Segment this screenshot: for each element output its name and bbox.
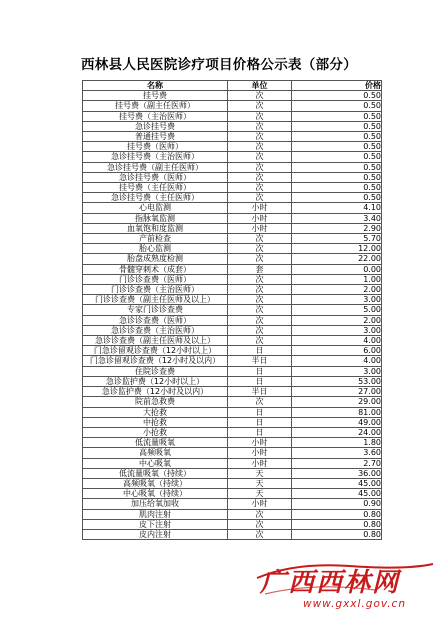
table-row [83, 274, 382, 284]
item-name: 中心吸氧（持续） [83, 489, 228, 499]
item-unit: 小时 [228, 223, 292, 233]
item-price: 29.00 [292, 397, 382, 407]
item-unit: 次 [228, 121, 292, 131]
item-price: 2.00 [292, 315, 382, 325]
item-unit: 日 [228, 407, 292, 417]
item-unit: 小时 [228, 213, 292, 223]
table-row [83, 529, 382, 539]
table-row [83, 254, 382, 264]
item-name: 门诊诊查费（主治医师） [83, 285, 228, 295]
watermark-logo-text: 广西西林网 [260, 568, 401, 598]
item-unit: 次 [228, 254, 292, 264]
item-name: 血氧饱和度监测 [83, 223, 228, 233]
item-name: 加压给氧加收 [83, 499, 228, 509]
table-row [83, 458, 382, 468]
item-unit: 次 [228, 274, 292, 284]
item-name: 小抢救 [83, 427, 228, 437]
item-price: 0.50 [292, 193, 382, 203]
table-row [83, 438, 382, 448]
item-price: 12.00 [292, 244, 382, 254]
table-row [83, 325, 382, 335]
table-row [83, 509, 382, 519]
item-unit: 次 [228, 162, 292, 172]
table-row [83, 142, 382, 152]
item-unit: 次 [228, 183, 292, 193]
item-price: 5.00 [292, 305, 382, 315]
item-name: 骨髓穿刺术（成套） [83, 264, 228, 274]
item-unit: 次 [228, 234, 292, 244]
item-unit: 半日 [228, 387, 292, 397]
table-row [83, 162, 382, 172]
item-unit: 半日 [228, 356, 292, 366]
item-price: 0.50 [292, 91, 382, 101]
item-unit: 次 [228, 101, 292, 111]
table-row [83, 121, 382, 131]
item-price: 45.00 [292, 478, 382, 488]
item-name: 皮下注射 [83, 519, 228, 529]
item-unit: 小时 [228, 203, 292, 213]
item-name: 低流量吸氧 [83, 438, 228, 448]
item-name: 普通挂号费 [83, 132, 228, 142]
item-name: 门急诊留观诊查费（12小时以上） [83, 346, 228, 356]
item-name: 挂号费（副主任医师） [83, 101, 228, 111]
table-row [83, 223, 382, 233]
header-name: 名称 [83, 81, 228, 91]
item-price: 0.50 [292, 121, 382, 131]
item-price: 3.40 [292, 213, 382, 223]
header-unit: 单位 [228, 81, 292, 91]
item-price: 3.00 [292, 295, 382, 305]
item-name: 胎心监测 [83, 244, 228, 254]
table-row [83, 203, 382, 213]
item-price: 0.50 [292, 142, 382, 152]
item-unit: 次 [228, 111, 292, 121]
item-name: 中抢救 [83, 417, 228, 427]
item-price: 53.00 [292, 376, 382, 386]
item-price: 45.00 [292, 489, 382, 499]
item-price: 4.10 [292, 203, 382, 213]
item-unit: 小时 [228, 448, 292, 458]
item-unit: 小时 [228, 499, 292, 509]
item-name: 急诊诊查费（副主任医师及以上） [83, 336, 228, 346]
item-name: 急诊挂号费（医师） [83, 172, 228, 182]
table-row [83, 285, 382, 295]
table-row [83, 407, 382, 417]
item-name: 专家门诊诊查费 [83, 305, 228, 315]
table-row [83, 295, 382, 305]
item-unit: 日 [228, 376, 292, 386]
item-name: 门诊诊查费（医师） [83, 274, 228, 284]
item-name: 挂号费 [83, 91, 228, 101]
item-unit: 套 [228, 264, 292, 274]
table-row [83, 448, 382, 458]
item-name: 急诊挂号费（主任医师） [83, 193, 228, 203]
item-price: 81.00 [292, 407, 382, 417]
table-row [83, 366, 382, 376]
item-unit: 次 [228, 305, 292, 315]
item-price: 2.00 [292, 285, 382, 295]
item-name: 院前急救费 [83, 397, 228, 407]
item-unit: 次 [228, 325, 292, 335]
item-price: 0.80 [292, 529, 382, 539]
item-unit: 次 [228, 336, 292, 346]
table-row [83, 489, 382, 499]
item-price: 49.00 [292, 417, 382, 427]
item-name: 门诊诊查费（副主任医师及以上） [83, 295, 228, 305]
item-price: 22.00 [292, 254, 382, 264]
item-price: 0.80 [292, 519, 382, 529]
item-price: 0.50 [292, 101, 382, 111]
table-row [83, 172, 382, 182]
item-price: 24.00 [292, 427, 382, 437]
item-name: 高频吸氧 [83, 448, 228, 458]
table-row [83, 499, 382, 509]
item-price: 0.00 [292, 264, 382, 274]
item-price: 3.00 [292, 325, 382, 335]
item-price: 4.00 [292, 356, 382, 366]
price-table [82, 80, 382, 540]
item-unit: 天 [228, 468, 292, 478]
item-unit: 日 [228, 346, 292, 356]
item-price: 0.80 [292, 509, 382, 519]
item-price: 1.00 [292, 274, 382, 284]
item-price: 2.70 [292, 458, 382, 468]
item-unit: 次 [228, 172, 292, 182]
item-unit: 天 [228, 489, 292, 499]
item-name: 住院诊查费 [83, 366, 228, 376]
item-price: 0.50 [292, 172, 382, 182]
item-unit: 次 [228, 91, 292, 101]
item-price: 0.50 [292, 132, 382, 142]
item-name: 高频吸氧（持续） [83, 478, 228, 488]
item-name: 急诊监护费（12小时及以内） [83, 387, 228, 397]
item-name: 门急诊留观诊查费（12小时及以内） [83, 356, 228, 366]
item-name: 急诊挂号费（主治医师） [83, 152, 228, 162]
table-row [83, 91, 382, 101]
item-unit: 次 [228, 244, 292, 254]
item-price: 0.50 [292, 183, 382, 193]
table-row [83, 468, 382, 478]
item-name: 低流量吸氧（持续） [83, 468, 228, 478]
item-name: 肌肉注射 [83, 509, 228, 519]
table-row [83, 427, 382, 437]
item-name: 挂号费（主任医师） [83, 183, 228, 193]
page-title: 西林县人民医院诊疗项目价格公示表（部分） [81, 57, 357, 73]
item-unit: 次 [228, 132, 292, 142]
item-unit: 小时 [228, 458, 292, 468]
item-unit: 次 [228, 152, 292, 162]
item-unit: 日 [228, 427, 292, 437]
item-unit: 次 [228, 295, 292, 305]
item-name: 挂号费（主治医师） [83, 111, 228, 121]
item-name: 急诊诊查费（主治医师） [83, 325, 228, 335]
table-row [83, 519, 382, 529]
item-name: 急诊监护费（12小时以上） [83, 376, 228, 386]
item-unit: 日 [228, 417, 292, 427]
item-name: 中心吸氧 [83, 458, 228, 468]
item-price: 36.00 [292, 468, 382, 478]
table-row [83, 417, 382, 427]
item-unit: 日 [228, 366, 292, 376]
table-row [83, 152, 382, 162]
table-row [83, 376, 382, 386]
table-row [83, 346, 382, 356]
item-unit: 小时 [228, 438, 292, 448]
item-name: 大抢救 [83, 407, 228, 417]
item-price: 0.50 [292, 152, 382, 162]
item-name: 挂号费（医师） [83, 142, 228, 152]
item-unit: 次 [228, 509, 292, 519]
item-name: 指脉氧监测 [83, 213, 228, 223]
table-row [83, 193, 382, 203]
item-price: 0.50 [292, 162, 382, 172]
item-unit: 次 [228, 142, 292, 152]
item-unit: 次 [228, 519, 292, 529]
item-price: 0.90 [292, 499, 382, 509]
item-price: 27.00 [292, 387, 382, 397]
item-price: 2.90 [292, 223, 382, 233]
item-unit: 次 [228, 529, 292, 539]
item-price: 1.80 [292, 438, 382, 448]
item-name: 皮内注射 [83, 529, 228, 539]
item-name: 急诊挂号费 [83, 121, 228, 131]
header-price: 价格 [292, 81, 382, 91]
table-row [83, 244, 382, 254]
table-row [83, 356, 382, 366]
watermark-url: www.gxxl.gov.cn [303, 598, 406, 610]
item-price: 3.00 [292, 366, 382, 376]
item-price: 3.60 [292, 448, 382, 458]
item-price: 6.00 [292, 346, 382, 356]
table-row [83, 397, 382, 407]
table-row [83, 234, 382, 244]
item-name: 急诊诊查费（医师） [83, 315, 228, 325]
site-watermark [255, 560, 435, 620]
table-row [83, 264, 382, 274]
item-price: 5.70 [292, 234, 382, 244]
table-row [83, 336, 382, 346]
table-row [83, 111, 382, 121]
table-header-row [83, 81, 382, 91]
table-row [83, 387, 382, 397]
table-row [83, 213, 382, 223]
item-name: 急诊挂号费（副主任医师） [83, 162, 228, 172]
table-row [83, 183, 382, 193]
item-unit: 次 [228, 193, 292, 203]
table-row [83, 132, 382, 142]
item-unit: 次 [228, 315, 292, 325]
table-row [83, 315, 382, 325]
table-row [83, 478, 382, 488]
item-unit: 次 [228, 285, 292, 295]
item-price: 0.50 [292, 111, 382, 121]
item-name: 产前检查 [83, 234, 228, 244]
item-unit: 次 [228, 397, 292, 407]
item-name: 心电监测 [83, 203, 228, 213]
table-body [83, 91, 382, 540]
item-name: 胎盘成熟度检测 [83, 254, 228, 264]
item-unit: 天 [228, 478, 292, 488]
item-price: 4.00 [292, 336, 382, 346]
table-row [83, 101, 382, 111]
table-row [83, 305, 382, 315]
